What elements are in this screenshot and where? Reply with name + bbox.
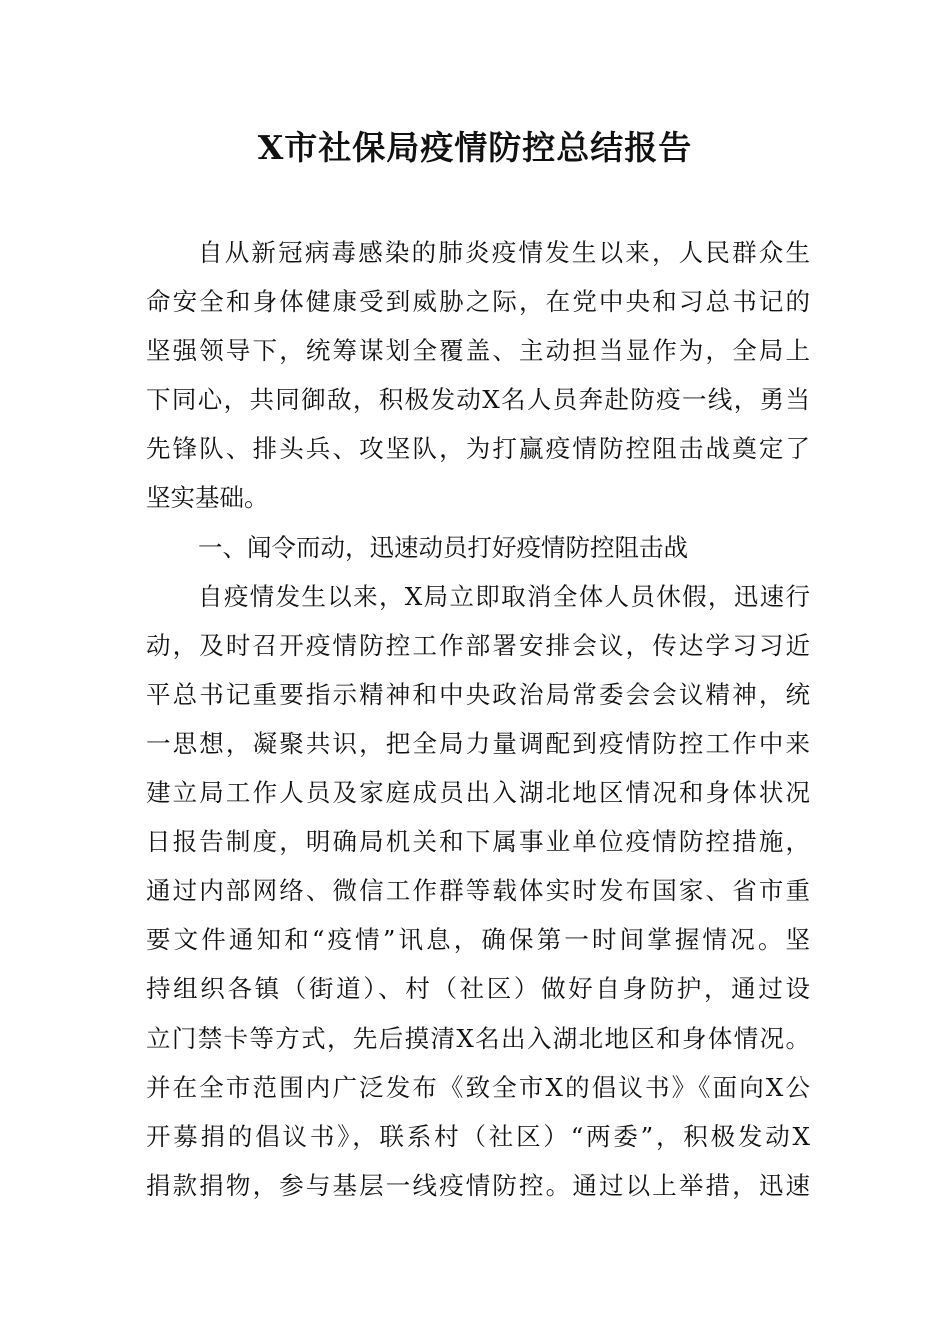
paragraph-line: 坚实基础。 bbox=[146, 483, 269, 513]
paragraph-line: 下同心，共同御敌，积极发动X名人员奔赴防疫一线，勇当 bbox=[146, 385, 810, 415]
paragraph-line: 建立局工作人员及家庭成员出入湖北地区情况和身体状况 bbox=[146, 778, 810, 808]
paragraph-line: 先锋队、排头兵、攻坚队，为打赢疫情防控阻击战奠定了 bbox=[146, 434, 810, 464]
paragraph-line: 一思想，凝聚共识，把全局力量调配到疫情防控工作中来 bbox=[146, 728, 810, 758]
paragraph-line: 日报告制度，明确局机关和下属事业单位疫情防控措施， bbox=[146, 827, 810, 857]
paragraph-line: 命安全和身体健康受到威胁之际，在党中央和习总书记的 bbox=[146, 287, 810, 317]
paragraph-line: 持组织各镇（街道）、村（社区）做好自身防护，通过设 bbox=[146, 974, 810, 1004]
paragraph-line: 坚强领导下，统筹谋划全覆盖、主动担当显作为，全局上 bbox=[146, 336, 810, 366]
paragraph-line: 要文件通知和“疫情”讯息，确保第一时间掌握情况。坚 bbox=[146, 925, 810, 955]
paragraph-line: 捐款捐物，参与基层一线疫情防控。通过以上举措，迅速 bbox=[146, 1170, 810, 1200]
paragraph-line: 动，及时召开疫情防控工作部署安排会议，传达学习习近 bbox=[146, 630, 810, 660]
document-body bbox=[146, 228, 810, 1210]
paragraph-line: 自从新冠病毒感染的肺炎疫情发生以来，人民群众生 bbox=[198, 238, 810, 267]
paragraph-line: 开募捐的倡议书》，联系村（社区）“两委”，积极发动X bbox=[146, 1121, 810, 1151]
paragraph-line: 并在全市范围内广泛发布《致全市X的倡议书》《面向X公 bbox=[146, 1072, 810, 1102]
paragraph-line: 自疫情发生以来，X局立即取消全体人员休假，迅速行 bbox=[198, 581, 810, 611]
paragraph-line: 立门禁卡等方式，先后摸清X名出入湖北地区和身体情况。 bbox=[146, 1023, 810, 1053]
document-title: X市社保局疫情防控总结报告 bbox=[257, 128, 693, 167]
paragraph-line: 平总书记重要指示精神和中央政治局常委会会议精神，统 bbox=[146, 679, 810, 709]
paragraph-line: 一、闻令而动，迅速动员打好疫情防控阻击战 bbox=[198, 532, 688, 562]
paragraph-line: 通过内部网络、微信工作群等载体实时发布国家、省市重 bbox=[146, 876, 810, 906]
